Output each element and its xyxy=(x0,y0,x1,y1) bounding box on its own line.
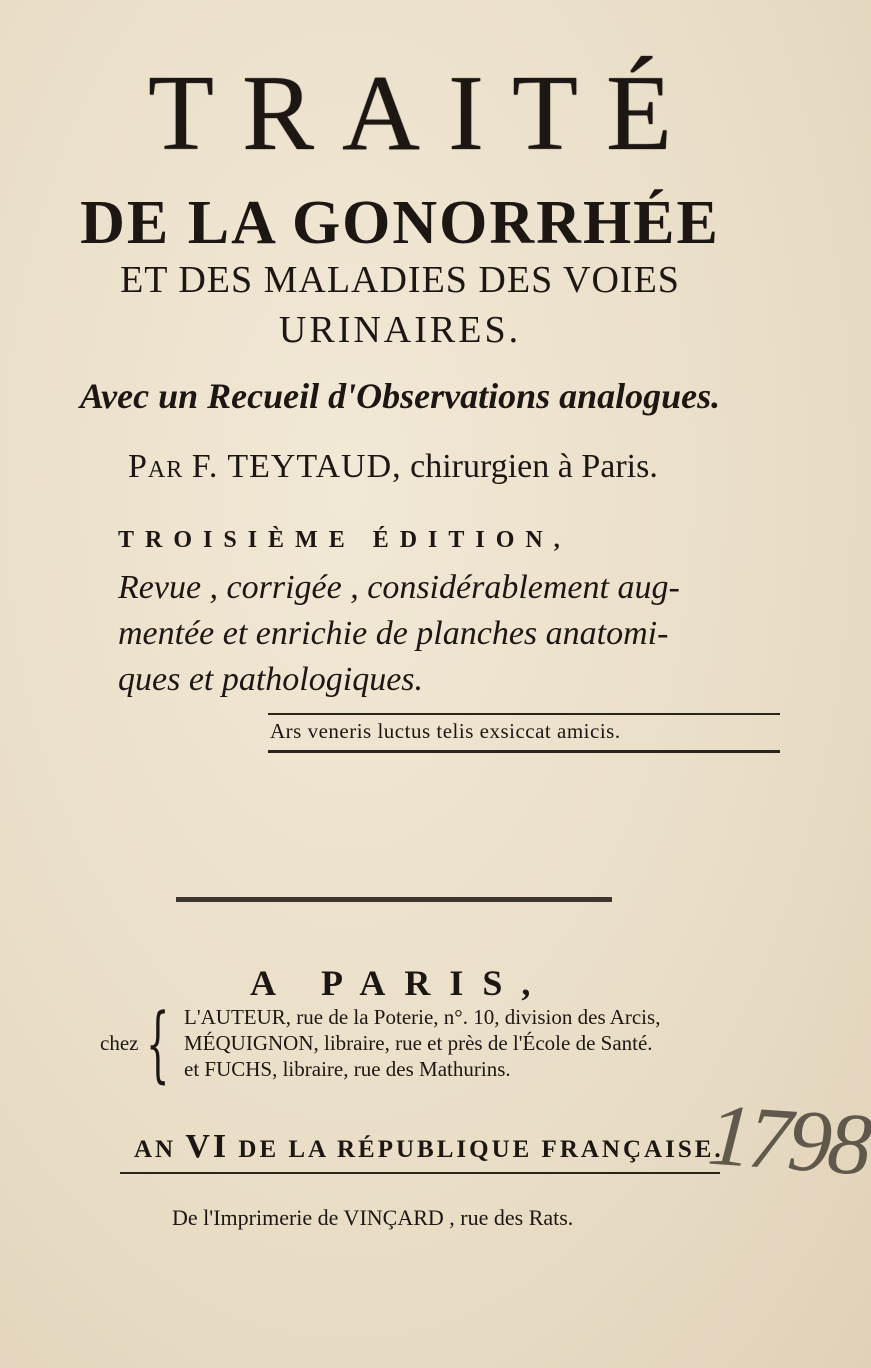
subtitle: Avec un Recueil d'Observations analogues. xyxy=(79,376,721,416)
year-prefix: AN xyxy=(134,1136,177,1163)
printer-line: De l'Imprimerie de VINÇARD , rue des Rats. xyxy=(172,1205,574,1230)
handwritten-year-mark: 1798 xyxy=(704,1086,871,1195)
imprint-place: A PARIS, xyxy=(250,963,550,1003)
seller-list xyxy=(184,1004,660,1082)
chez-label: chez xyxy=(100,1031,139,1055)
edition-description-line: Revue , corrigée , considérablement aug- xyxy=(118,569,680,606)
epigraph: Ars veneris luctus telis exsiccat amicis. xyxy=(270,719,621,743)
author-prefix: Par xyxy=(128,448,184,485)
year-suffix: DE LA RÉPUBLIQUE FRANÇAISE. xyxy=(238,1136,724,1163)
seller-line: L'AUTEUR, rue de la Poterie, n°. 10, division des Arcis, xyxy=(184,1005,661,1029)
brace-icon: { xyxy=(146,997,170,1092)
title-line-4: URINAIRES. xyxy=(278,309,522,351)
author-role: chirurgien à Paris. xyxy=(410,448,658,485)
section-divider xyxy=(176,897,612,902)
year-numeral: VI xyxy=(185,1128,230,1165)
seller-line: MÉQUIGNON, libraire, rue et près de l'École de Santé. xyxy=(184,1031,653,1055)
title-line-3: ET DES MALADIES DES VOIES xyxy=(120,259,680,301)
year-line xyxy=(134,1128,724,1166)
edition-description-line: ques et pathologiques. xyxy=(118,661,424,698)
epigraph-top-rule xyxy=(268,713,780,715)
title-line-2: DE LA GONORRHÉE xyxy=(80,189,720,257)
epigraph-bottom-rule xyxy=(268,750,780,753)
imprint-rule xyxy=(120,1172,720,1174)
author-name: F. TEYTAUD, xyxy=(191,448,402,485)
main-title: TRAITÉ xyxy=(148,54,700,173)
seller-line: et FUCHS, libraire, rue des Mathurins. xyxy=(184,1057,511,1081)
edition-description xyxy=(118,565,790,703)
edition-description-line: mentée et enrichie de planches anatomi- xyxy=(118,615,669,652)
edition-heading: TROISIÈME ÉDITION, xyxy=(118,527,571,553)
author-line xyxy=(128,448,658,486)
